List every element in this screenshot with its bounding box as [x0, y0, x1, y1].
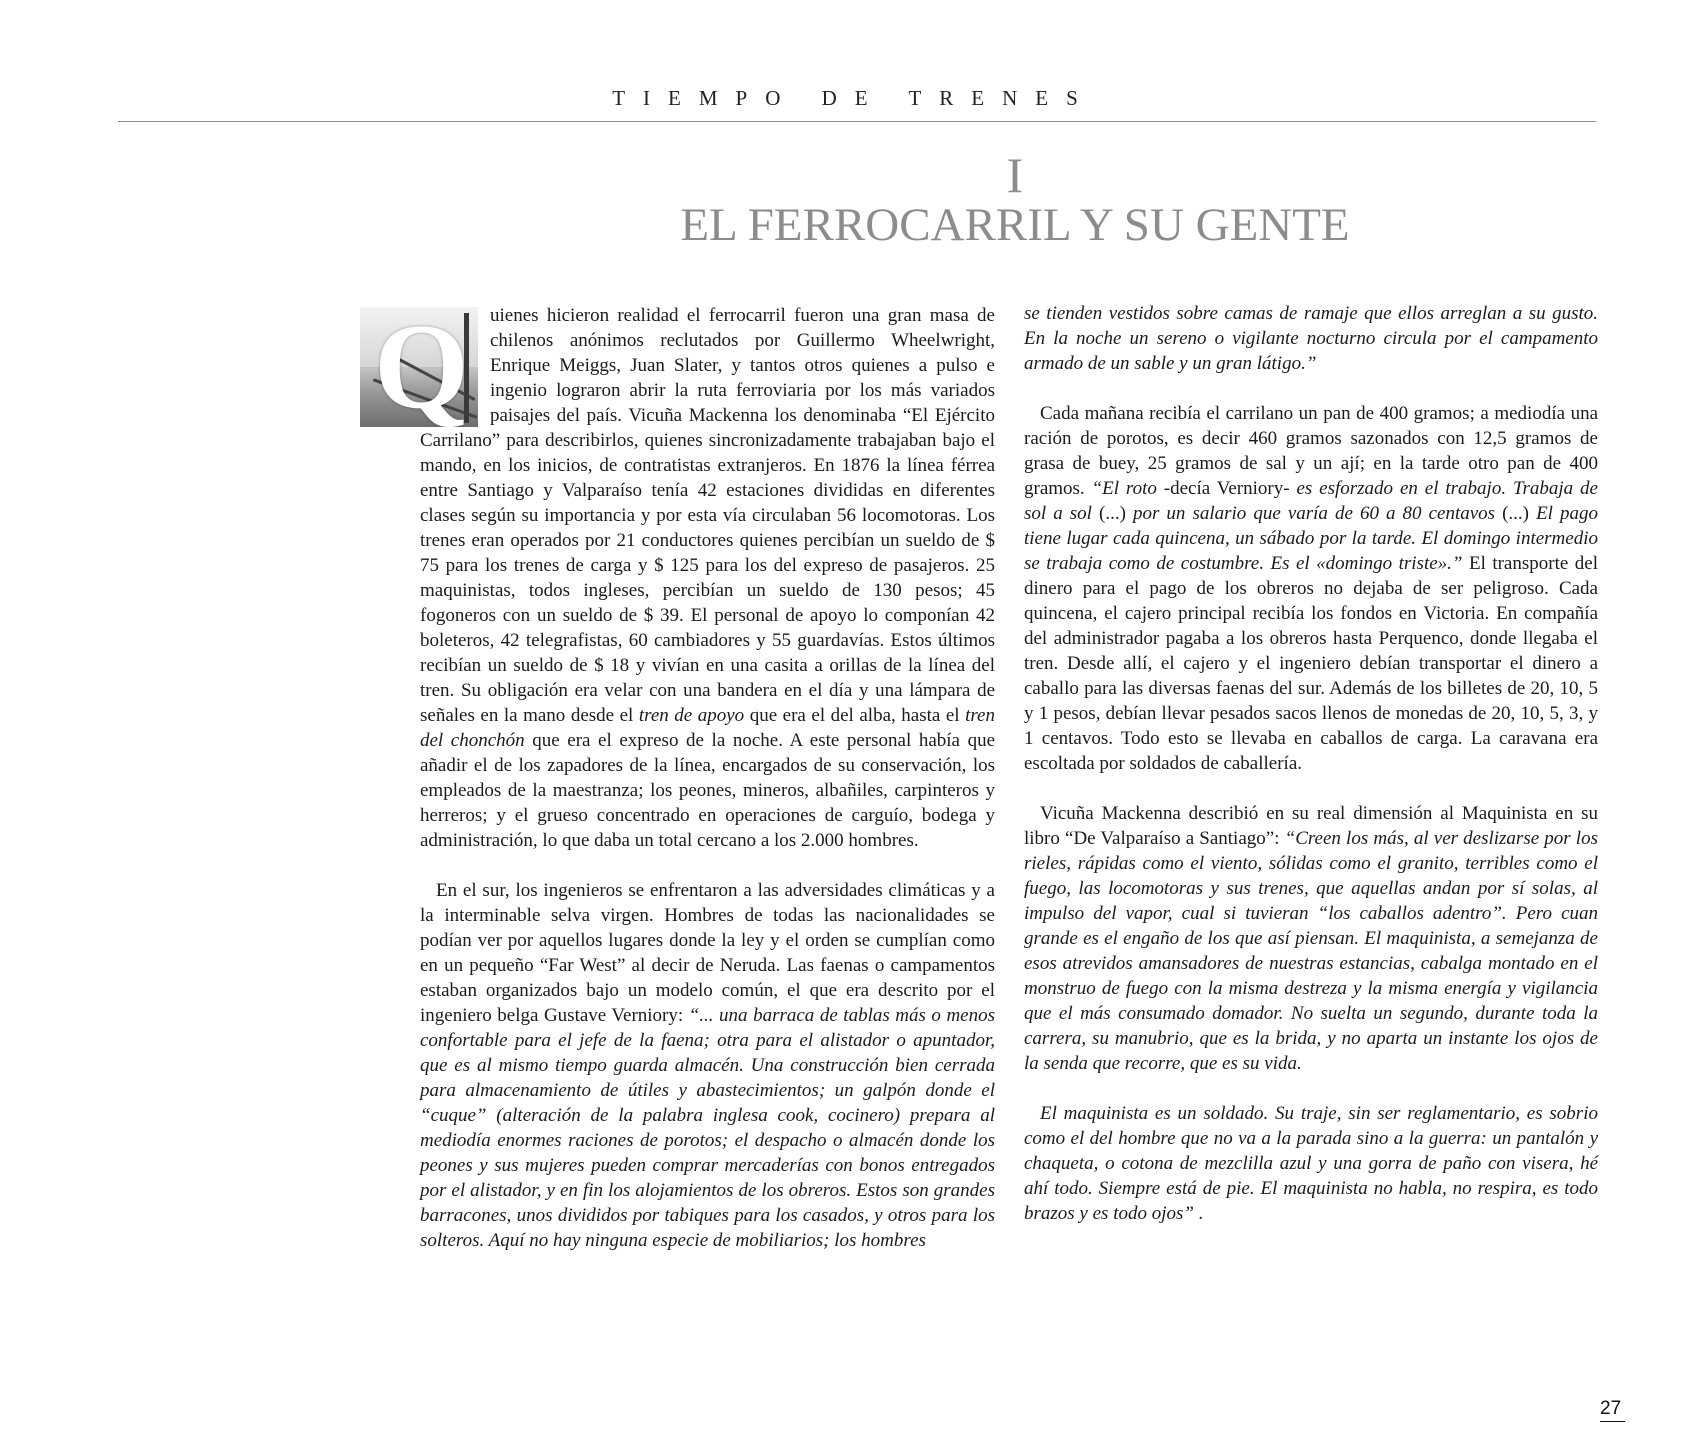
paragraph-1-text: uienes hicieron realidad el ferrocarril fueron una gran masa de chilenos anónimos reclutados por Guillermo Wheelwright, Enrique Meiggs, Juan Slater, y tantos otros quienes a pulso e ingenio lograron abrir la ruta ferroviaria por los más variados paisajes del país. Vicuña Mackenna los denominaba “El Ejército Carrilano” para describirlos, quienes sincronizadamente trabajaban bajo el mando, en los inicios, de contratistas extranjeros. En 1876 la línea férrea entre Santiago y Valparaíso tenía 42 estaciones divididas en diferentes clases según su importancia y por esta vía circulaban 56 locomotoras. Los trenes eran operados por 21 conductores quienes percibían un sueldo de $ 75 para los trenes de carga y $ 125 para los del expreso de pasajeros. 25 maquinistas, todos ingleses, percibían un sueldo de 130 pesos; 45 fogoneros con un sueldo de $ 39. El personal de apoyo lo componían 42 boleteros, 42 telegrafistas, 60 cambiadores y 55 guardavías. Estos últimos recibían un sueldo de $ 18 y vivían en una casita a orillas de la línea del tren. Su obligación era velar con una bandera en el día y una lámpara de señales en la mano desde el	[420, 305, 995, 726]
paragraph-4-text: Vicuña Mackenna describió en su real dimensión al Maquinista en su libro “De Valparaíso a Santiago”:	[1024, 803, 1598, 849]
paragraph-3-italic-3: por un salario que varía de 60 a 80 centavos	[1132, 503, 1496, 524]
running-title: TIEMPO DE TRENES	[612, 86, 1096, 110]
paragraph-3-text: Cada mañana recibía el carrilano un pan de 400 gramos; a mediodía una ración de porotos, es decir 460 gramos sazonados con 12,5 gramos de grasa de buey, 25 gramos de sal y un ají; en la tarde otro pan de 400 gramos.	[1024, 403, 1598, 499]
right-column	[1024, 301, 1598, 1226]
page-number: 27	[1600, 1398, 1625, 1422]
paragraph-3-c: (...)	[1495, 503, 1537, 524]
header-rule	[118, 121, 1596, 122]
chapter-number: I	[1006, 147, 1024, 203]
paragraph-2	[420, 878, 995, 1253]
chapter-title: EL FERROCARRIL Y SU GENTE	[680, 199, 1350, 251]
paragraph-5: El maquinista es un soldado. Su traje, sin ser reglamentario, es sobrio como el del hombre que no va a la parada sino a la guerra: un pantalón y chaqueta, o cotona de mezclilla azul y una gorra de paño con visera, hé ahí todo. Siempre está de pie. El maquinista no habla, no respira, es todo brazos y es todo ojos” .	[1024, 1103, 1598, 1224]
paragraph-1-end: que era el expreso de la noche. A este personal había que añadir el de los zapadores de la línea, encargados de su conservación, los empleados de la maestranza; los peones, mineros, albañiles, carpinteros y herreros; y el grueso concentrado en operaciones de carguío, bodega y administración, lo que daba un total cercano a los 2.000 hombres.	[420, 730, 996, 851]
paragraph-3-italic-1: “El roto	[1091, 478, 1157, 499]
paragraph-4-quote: “Creen los más, al ver deslizarse por los rieles, rápidas como el viento, sólidas como el granito, terribles como el fuego, las locomotoras y sus trenes, que aquellas andan por sí solas, al impulso del vapor, cual si tuvieran “los caballos adentro”. Pero cuan grande es el engaño de los que así piensan. El maquinista, a semejanza de esos atrevidos amansadores de nuestras estancias, cabalga montado en el monstruo de fuego con la misma destreza y la misma energía y vigilancia que el más consumado domador. No suelta un segundo, durante toda la carrera, su manubrio, que es la brida, y no aparta un instante los ojos de la senda que recorre, que es su vida.	[1024, 828, 1598, 1074]
paragraph-1-mid: que era el del alba, hasta el	[744, 705, 966, 726]
paragraph-1-italic-2: tren del chonchón	[420, 705, 995, 751]
paragraph-2-text: En el sur, los ingenieros se enfrentaron a las adversidades climáticas y a la interminable selva virgen. Hombres de todas las nacionalidades se podían ver por aquellos lugares donde la ley y el orden se cumplían como en un pequeño “Far West” al decir de Neruda. Las faenas o campamentos estaban organizados bajo un modelo común, el que era descrito por el ingeniero belga Gustave Verniory:	[420, 880, 995, 1026]
dropcap-railway-image	[360, 307, 478, 427]
paragraph-3-italic-4: El pago tiene lugar cada quincena, un sábado por la tarde. El domingo intermedio se trabaja como de costumbre. Es el «domingo triste».”	[1024, 503, 1598, 574]
left-column	[374, 303, 996, 1253]
paragraph-4	[1024, 801, 1598, 1076]
quote-continuation: se tienden vestidos sobre camas de ramaje que ellos arreglan a su gusto. En la noche un sereno o vigilante nocturno circula por el campamento armado de un sable y un gran látigo.”	[1024, 303, 1598, 374]
paragraph-1	[374, 303, 996, 853]
paragraph-1-italic-1: tren de apoyo	[638, 705, 745, 726]
paragraph-3-a: -decía Verniory-	[1156, 478, 1297, 499]
paragraph-3-b: (...)	[1091, 503, 1133, 524]
paragraph-2-quote: “... una barraca de tablas más o menos confortable para el jefe de la faena; otra para el alistador o apuntador, que es al mismo tiempo guarda almacén. Una construcción bien cerrada para almacenamiento de útiles y abastecimientos; un galpón donde el “cuque” (alteración de la palabra inglesa cook, cocinero) prepara al mediodía enormes raciones de porotos; el despacho o almacén donde los peones y sus mujeres pueden comprar mercaderías con bonos entregados por el alistador, y en fin los alojamientos de los obreros. Estos son grandes barracones, unos divididos por tabiques para los casados, y otros para los solteros. Aquí no hay ninguna especie de mobiliarios; los hombres	[420, 1005, 995, 1251]
paragraph-3-end: El transporte del dinero para el pago de los obreros no dejaba de ser peligroso. Cada quincena, el cajero principal recibía los fondos en Victoria. En compañía del administrador pagaba a los obreros hasta Perquenco, donde llegaba el tren. Desde allí, el cajero y el ingeniero debían transportar el dinero a caballo para las diversas faenas del sur. Además de los billetes de 20, 10, 5 y 1 pesos, debían llevar pesados sacos llenos de monedas de 20, 10, 5, 3, y 1 centavos. Todo esto se llevaba en caballos de carga. La caravana era escoltada por soldados de caballería.	[1024, 553, 1598, 774]
paragraph-3-italic-2: es esforzado en el trabajo. Trabaja de sol a sol	[1024, 478, 1598, 524]
dropcap-letter: Q	[374, 307, 469, 427]
paragraph-3	[1024, 401, 1598, 776]
